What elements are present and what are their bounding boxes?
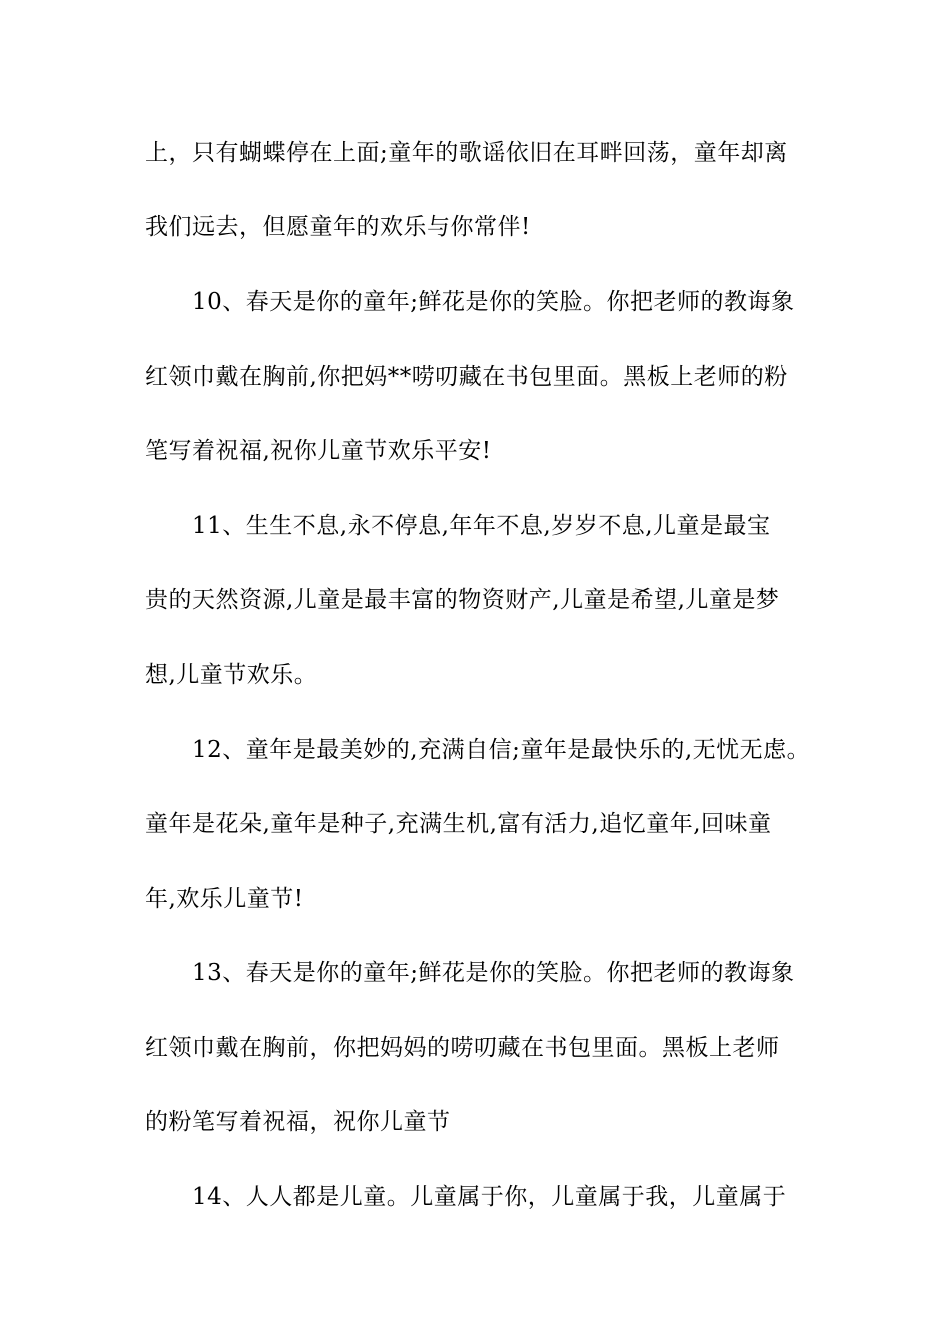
- text-line-paragraph-start: 10、春天是你的童年;鲜花是你的笑脸。你把老师的教诲象: [192, 289, 795, 315]
- text-line-paragraph-start: 13、春天是你的童年;鲜花是你的笑脸。你把老师的教诲象: [192, 960, 795, 986]
- text-line: 我们远去，但愿童年的欢乐与你常伴!: [145, 214, 531, 240]
- text-line: 贵的天然资源,儿童是最丰富的物资财产,儿童是希望,儿童是梦: [145, 587, 780, 613]
- text-line-paragraph-start: 12、童年是最美妙的,充满自信;童年是最快乐的,无忧无虑。: [192, 737, 811, 763]
- text-line: 想,儿童节欢乐。: [145, 662, 318, 688]
- text-line: 红领巾戴在胸前,你把妈**唠叨藏在书包里面。黑板上老师的粉: [145, 364, 788, 390]
- text-line: 年,欢乐儿童节!: [145, 886, 304, 912]
- text-line-paragraph-start: 14、人人都是儿童。儿童属于你，儿童属于我，儿童属于: [192, 1184, 787, 1210]
- text-line: 上，只有蝴蝶停在上面;童年的歌谣依旧在耳畔回荡，童年却离: [145, 140, 788, 166]
- text-line-paragraph-start: 11、生生不息,永不停息,年年不息,岁岁不息,儿童是最宝: [192, 513, 771, 539]
- text-line: 童年是花朵,童年是种子,充满生机,富有活力,追忆童年,回味童: [145, 811, 772, 837]
- text-line: 红领巾戴在胸前，你把妈妈的唠叨藏在书包里面。黑板上老师: [145, 1035, 780, 1061]
- text-line: 笔写着祝福,祝你儿童节欢乐平安!: [145, 438, 492, 464]
- text-line: 的粉笔写着祝福，祝你儿童节: [145, 1109, 451, 1135]
